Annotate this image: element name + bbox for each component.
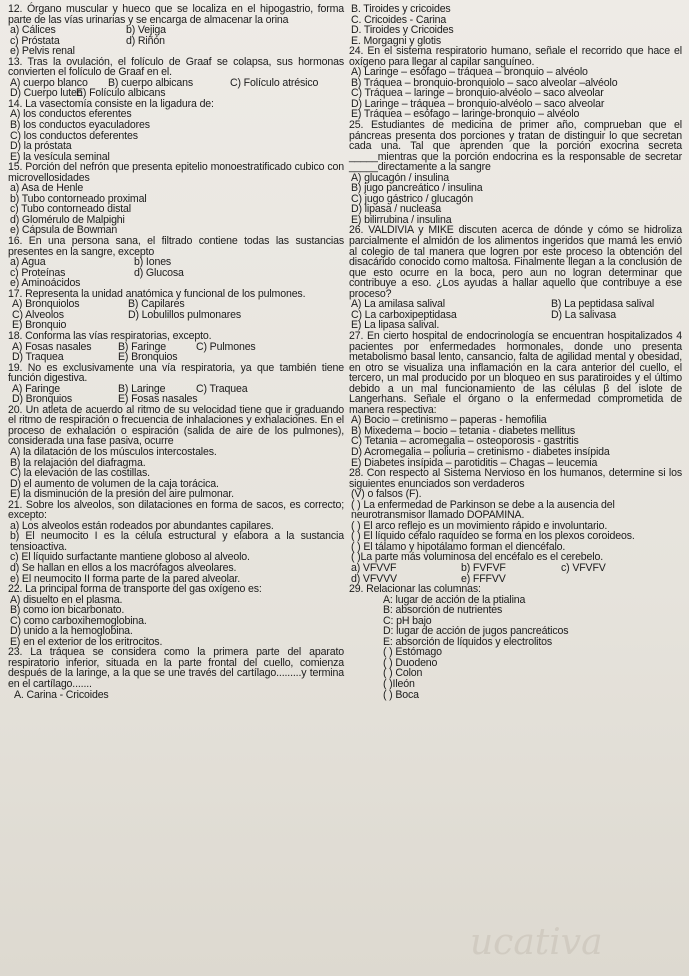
question-23-options <box>349 4 682 46</box>
option-e: e) FFFVV <box>461 572 506 585</box>
option-d: D) Cuerpo luteo <box>10 87 83 100</box>
option-d: D) unido a la hemoglobina. <box>10 625 133 638</box>
statement-2: ( ) El arco reflejo es un movimiento rápido e involuntario. <box>351 519 608 532</box>
option-e: E. Morgagni y glotis <box>351 34 442 47</box>
question-26 <box>349 225 682 330</box>
option-a: a) Asa de Henle <box>10 182 84 195</box>
option-a: A) Bronquiolos <box>12 298 80 311</box>
organ-duodeno: ( ) Duodeno <box>383 656 438 669</box>
question-stem: 27. En cierto hospital de endocrinología se encuentran hospitalizados 4 pacientes por enfermedades hormonales, donde uno presenta metabolismo basal lento, cansancio, falta de agilidad mental y obesidad, en otro se visualiza una inflamación en la cara anterior del cuello, el tercero, un mal producido por un bloqueo en sus paratiroides y el último debido a un mal funcionamiento de las células β del islote de Langerhans. Señale el órgano o la enfermedad comprometida de manera respectiva: <box>349 329 682 416</box>
option-d: D) Acromegalia – poliuria – cretinismo - diabetes insípida <box>351 445 610 458</box>
option-a: a) VFVVF <box>351 561 397 574</box>
option-c: C) Traquea <box>196 382 248 395</box>
option-b: b) Tubo contorneado proximal <box>10 192 147 205</box>
question-stem: 17. Representa la unidad anatómica y funcional de los pulmones. <box>8 287 306 300</box>
option-e: E) bilirrubina / insulina <box>351 213 452 226</box>
option-c: C) la elevación de las costillas. <box>10 467 150 480</box>
question-stem: 23. La tráquea se considera como la primera parte del aparato respiratorio inferior, situada en la parte frontal del cuello, comienza después de la laringe, a la que se une través del cartílago.........y termina en el cartílago....... <box>8 646 344 690</box>
option-d: d) Se hallan en ellos a los macrófagos alveolares. <box>10 561 237 574</box>
question-20 <box>8 405 344 500</box>
question-25 <box>349 120 682 225</box>
option-d: D) Bronquios <box>12 393 73 406</box>
option-a: a) Los alveolos están rodeados por abundantes capilares. <box>10 519 274 532</box>
option-b: B) Capilares <box>128 298 185 311</box>
option-c: C) La carboxipeptidasa <box>351 308 457 321</box>
option-d: D) La salivasa <box>551 308 617 321</box>
option-d: D) Traquea <box>12 351 64 364</box>
option-c: c) VFVFV <box>561 561 606 574</box>
option-c: C) jugo gástrico / glucagón <box>351 192 473 205</box>
option-b: B) cuerpo albicans <box>108 76 194 89</box>
question-19 <box>8 363 344 405</box>
question-stem: 13. Tras la ovulación, el folículo de Graaf se colapsa, sus hormonas convierten el folículo de Graaf en el. <box>8 55 344 79</box>
option-c: c) Próstata <box>10 34 60 47</box>
option-b: B) jugo pancreático / insulina <box>351 182 483 195</box>
option-d: D) Laringe – tráquea – bronquio-alvéolo – saco alveolar <box>351 97 605 110</box>
option-a: A) Bocio – cretinismo – paperas - hemofilia <box>351 414 547 427</box>
option-e: E) en el exterior de los eritrocitos. <box>10 635 163 648</box>
question-stem: 18. Conforma las vías respiratorias, excepto. <box>8 329 212 342</box>
watermark: ucativa <box>470 922 603 963</box>
question-stem: 16. En una persona sana, el filtrado contiene todas las sustancias presentes en la sangre, excepto <box>8 235 344 258</box>
statement-3: ( ) El líquido céfalo raquídeo se forma en los plexos coroideos. <box>351 530 635 543</box>
question-stem: 26. VALDIVIA y MIKE discuten acerca de dónde y cómo se hidroliza parcialmente el almidón de los alimentos ingeridos que mamá les envió al colegio de tal manera que logren por este proceso la obtención del disacárido conocido como maltosa. Finalmente llegan a la conclusión de que esto ocurre en la boca, pero aun no logran determinar que contribuye a eso. ¿Los ayudas a hallar aquello que contribuye a ese proceso? <box>349 224 682 300</box>
question-23 <box>8 647 344 700</box>
question-22 <box>8 584 344 647</box>
option-a: A) Faringe <box>12 382 60 395</box>
option-c: C) Folículo atrésico <box>230 76 319 89</box>
organ-ileon: ( )Ileón <box>383 678 415 690</box>
option-b: B) como ion bicarbonato. <box>10 604 125 617</box>
question-stem: 12. Órgano muscular y hueco que se localiza en el hipogastrio, forma parte de las vías urinarias y se encarga de almacenar la orina <box>8 3 344 26</box>
option-e: e) Cápsula de Bowman <box>10 224 118 237</box>
question-stem: 14. La vasectomía consiste en la ligadura de: <box>8 97 214 110</box>
option-a: A) glucagón / insulina <box>351 171 449 184</box>
left-column <box>8 4 344 700</box>
option-a: A) Laringe – esófago – tráquea – bronquio – alvéolo <box>351 66 588 79</box>
option-e: e) El neumocito II forma parte de la pared alveolar. <box>10 572 241 585</box>
option-c: C) Pulmones <box>196 340 256 353</box>
question-24 <box>349 46 682 120</box>
option-d: d) Glomérulo de Malpighi <box>10 213 125 226</box>
option-e: E) Fosas nasales <box>118 393 198 406</box>
question-stem: 25. Estudiantes de medicina de primer año, comprueban que el páncreas presenta dos porciones y tratan de distinguir lo que secretan cada una. Tal que aprenden que la porción exocrina secreta _____mientras que la porción endocrina es la responsable de secretar _____directamente a la sangre <box>349 119 682 174</box>
option-e: E) la vesícula seminal <box>10 150 110 163</box>
question-13 <box>8 57 344 99</box>
question-14 <box>8 99 344 162</box>
statement-4: ( ) El tálamo y hipotálamo forman el diencéfalo. <box>351 540 566 553</box>
question-16 <box>8 236 344 289</box>
option-c: C. Cricoides - Carina <box>351 13 447 26</box>
question-28 <box>349 468 682 584</box>
option-a: a) Cálices <box>10 24 56 37</box>
option-d: D) la próstata <box>10 140 72 153</box>
option-c: C) los conductos deferentes <box>10 129 138 142</box>
organ-colon: ( ) Colon <box>383 667 423 680</box>
question-stem: 22. La principal forma de transporte del gas oxígeno es: <box>8 583 262 596</box>
option-e: E) Bronquios <box>118 351 178 364</box>
option-e: E) Tráquea – esófago – laringe-bronquio – alvéolo <box>351 108 580 121</box>
organ-boca: ( ) Boca <box>383 688 419 701</box>
column-b-item: B: absorción de nutrientes <box>383 604 503 617</box>
option-a: A) disuelto en el plasma. <box>10 593 123 606</box>
question-stem: 19. No es exclusivamente una vía respiratoria, ya que también tiene función digestiva. <box>8 361 344 385</box>
question-stem: 29. Relacionar las columnas: <box>349 583 481 596</box>
option-b: B) Laringe <box>118 382 166 395</box>
question-12 <box>8 4 344 57</box>
option-d: D) el aumento de volumen de la caja torácica. <box>10 477 219 490</box>
option-e: E) la disminución de la presión del aire pulmonar. <box>10 488 234 501</box>
option-e: E) Bronquio <box>12 319 67 332</box>
option-d: D) Lobulillos pulmonares <box>128 308 241 321</box>
statement-5: ( )La parte más voluminosa del encéfalo es el cerebelo. <box>351 551 604 564</box>
option-b: B. Tiroides y cricoides <box>351 3 451 15</box>
option-c: c) Proteínas <box>10 266 66 279</box>
question-18 <box>8 331 344 363</box>
option-b: b) Iones <box>134 256 172 269</box>
question-stem: 28. Con respecto al Sistema Nervioso en los humanos, determine si los siguientes enunciados son verdaderos <box>349 467 682 490</box>
column-c-item: C: pH bajo <box>383 614 432 627</box>
question-27 <box>349 331 682 468</box>
option-e: e) Aminoácidos <box>10 277 81 290</box>
option-c: c) Tubo contorneado distal <box>10 203 131 216</box>
column-e-item: E: absorción de líquidos y electrolitos <box>383 635 553 648</box>
option-a: a) Agua <box>10 256 46 269</box>
option-b: B) Faringe <box>118 340 166 353</box>
option-e: e) Pelvis renal <box>10 45 75 58</box>
column-a-item: A: lugar de acción de la ptialina <box>383 593 526 606</box>
option-a: A) cuerpo blanco <box>10 76 88 89</box>
option-b: B) La peptidasa salival <box>551 298 655 311</box>
option-b: B) Mixedema – bocio – tetania - diabetes mellitus <box>351 424 576 437</box>
option-a: A) la dilatación de los músculos intercostales. <box>10 445 217 458</box>
true-false-hint: (V) o falsos (F). <box>351 488 422 501</box>
option-b: b) FVFVF <box>461 561 506 574</box>
option-d: d) VFVVV <box>351 572 397 585</box>
question-15 <box>8 162 344 236</box>
column-d-item: D: lugar de acción de jugos pancreáticos <box>383 625 569 638</box>
option-b: B) la relajación del diafragma. <box>10 456 146 469</box>
option-d: d) Riñón <box>126 34 165 47</box>
option-d: D) lipasa / nucleasa <box>351 203 442 216</box>
question-stem: 15. Porción del nefrón que presenta epitelio monoestratificado cubico con microvellosidades <box>8 161 344 184</box>
question-stem: 21. Sobre los alveolos, son dilataciones en forma de sacos, es correcto; excepto: <box>8 498 344 522</box>
option-b: b) El neumocito I es la célula estructural y elabora a la sustancia tensioactiva. <box>10 530 344 553</box>
option-a: A) La amilasa salival <box>351 298 445 311</box>
option-b: B) Tráquea – bronquio-bronquiolo – saco alveolar –alvéolo <box>351 76 618 89</box>
organ-estomago: ( ) Estómago <box>383 646 442 659</box>
option-c: C) Tetania – acromegalia – osteoporosis - gastritis <box>351 435 579 448</box>
option-c: C) Tráquea – laringe – bronquio-alvéolo – saco alveolar <box>351 87 604 100</box>
option-e: E) Folículo albicans <box>76 87 166 100</box>
option-b: b) Vejiga <box>126 24 166 37</box>
option-a: A. Carina - Cricoides <box>14 688 109 701</box>
question-17 <box>8 289 344 331</box>
option-c: C) Alveolos <box>12 308 64 321</box>
option-c: C) como carboxihemoglobina. <box>10 614 147 627</box>
option-d: d) Glucosa <box>134 266 184 279</box>
question-21 <box>8 500 344 584</box>
question-stem: 20. Un atleta de acuerdo al ritmo de su velocidad tiene que ir graduando el ritmo de respiración o frecuencia de inhalaciones y exhalaciones. En el proceso de exhalación o espiración (salida de aire de los pulmones), considerada una fase pasiva, ocurre <box>8 403 344 448</box>
option-e: E) La lipasa salival. <box>351 319 440 332</box>
question-29 <box>349 584 682 700</box>
statement-1: ( ) La enfermedad de Parkinson se debe a la ausencia del neurotransmisor llamado DOPAMINA. <box>351 498 615 522</box>
option-c: c) El líquido surfactante mantiene globoso al alveolo. <box>10 551 250 564</box>
option-b: B) los conductos eyaculadores <box>10 119 150 132</box>
option-d: D. Tiroides y Cricoides <box>351 24 454 37</box>
question-stem: 24. En el sistema respiratorio humano, señale el recorrido que hace el oxígeno para llegar al capilar sanguíneo. <box>349 45 682 68</box>
option-a: A) Fosas nasales <box>12 340 92 353</box>
option-e: E) Diabetes insípida – parotiditis – Chagas – leucemia <box>351 456 598 469</box>
option-a: A) los conductos eferentes <box>10 108 132 121</box>
right-column <box>349 4 682 700</box>
